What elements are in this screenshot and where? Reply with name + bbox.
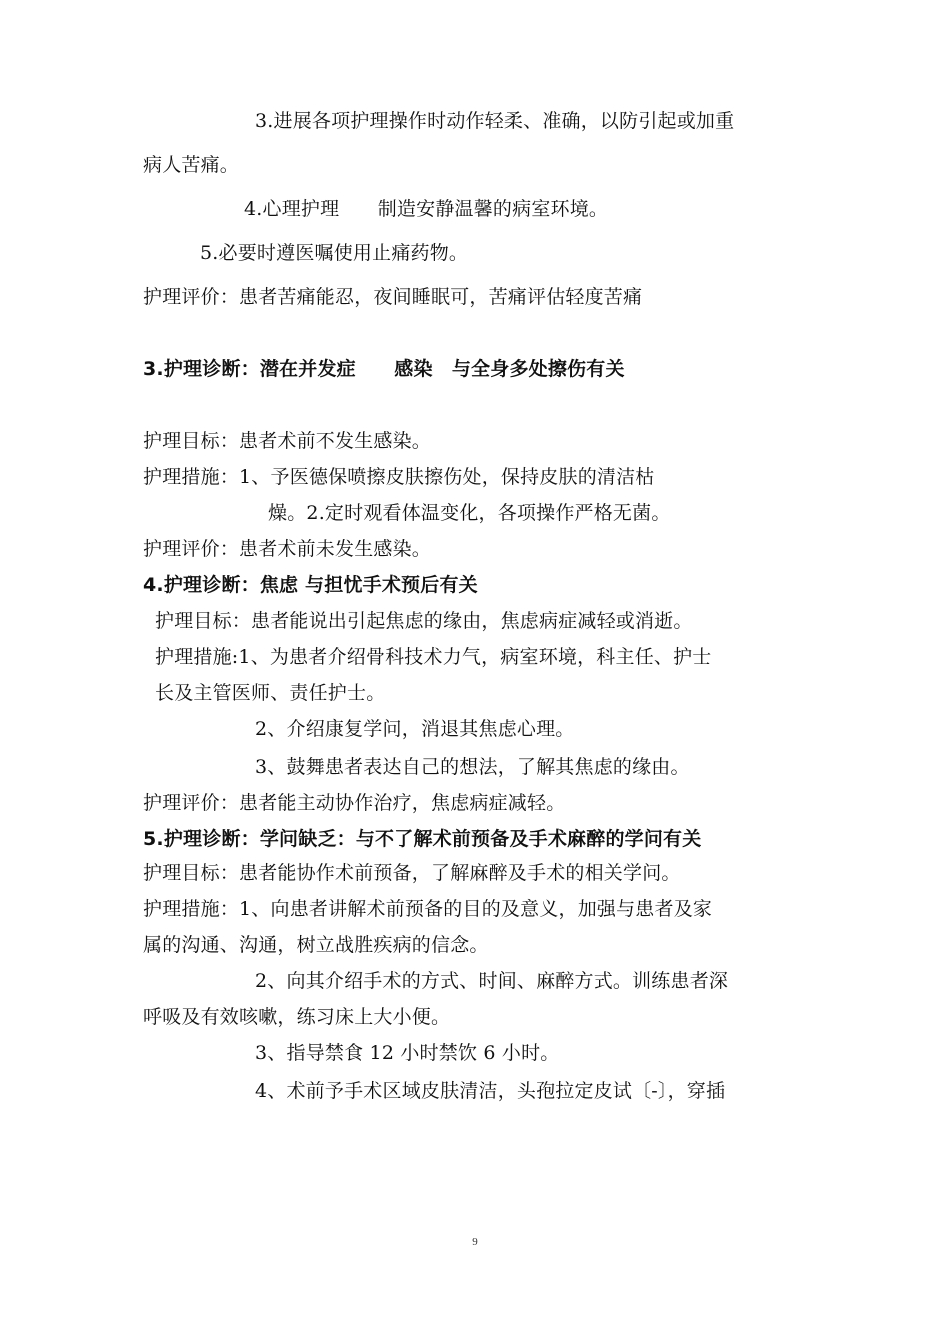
text-line: 护理措施:1、为患者介绍骨科技术力气，病室环境，科主任、护士 xyxy=(155,646,712,668)
text-line: 3.进展各项护理操作时动作轻柔、准确，以防引起或加重 xyxy=(255,110,735,132)
section-heading: 4.护理诊断：焦虑 与担忧手术预后有关 xyxy=(143,574,478,596)
section-heading: 5.护理诊断：学问缺乏：与不了解术前预备及手术麻醉的学问有关 xyxy=(143,828,702,850)
text-line: 护理评价：患者能主动协作治疗，焦虑病症减轻。 xyxy=(143,792,566,814)
text-line: 护理措施：1、向患者讲解术前预备的目的及意义，加强与患者及家 xyxy=(143,898,713,920)
text-line: 属的沟通、沟通，树立战胜疾病的信念。 xyxy=(143,934,489,956)
text-line: 3、指导禁食 12 小时禁饮 6 小时。 xyxy=(255,1042,560,1064)
text-line: 5.必要时遵医嘱使用止痛药物。 xyxy=(200,242,469,264)
text-line: 护理目标：患者术前不发生感染。 xyxy=(143,430,432,452)
text-line: 呼吸及有效咳嗽，练习床上大小便。 xyxy=(143,1006,451,1028)
text-line: 2、向其介绍手术的方式、时间、麻醉方式。训练患者深 xyxy=(255,970,729,992)
text-line: 护理评价：患者苦痛能忍，夜间睡眠可，苦痛评估轻度苦痛 xyxy=(143,286,643,308)
text-line: 3、鼓舞患者表达自己的想法，了解其焦虑的缘由。 xyxy=(255,756,690,778)
text-line: 4、术前予手术区域皮肤清洁，头孢拉定皮试〔-〕，穿插 xyxy=(255,1080,726,1102)
text-line: 护理评价：患者术前未发生感染。 xyxy=(143,538,432,560)
section-heading: 3.护理诊断：潜在并发症 感染 与全身多处擦伤有关 xyxy=(143,358,625,380)
text-line: 护理措施：1、予医德保喷擦皮肤擦伤处，保持皮肤的清洁枯 xyxy=(143,466,655,488)
text-line: 2、介绍康复学问，消退其焦虑心理。 xyxy=(255,718,575,740)
text-line: 4.心理护理 制造安静温馨的病室环境。 xyxy=(244,198,609,220)
text-line: 长及主管医师、责任护士。 xyxy=(155,682,386,704)
text-line: 燥。2.定时观看体温变化，各项操作严格无菌。 xyxy=(268,502,671,524)
text-line: 护理目标：患者能说出引起焦虑的缘由，焦虑病症减轻或消逝。 xyxy=(155,610,693,632)
page-number: 9 xyxy=(472,1236,478,1248)
text-line: 护理目标：患者能协作术前预备，了解麻醉及手术的相关学问。 xyxy=(143,862,681,884)
text-line: 病人苦痛。 xyxy=(143,154,240,176)
